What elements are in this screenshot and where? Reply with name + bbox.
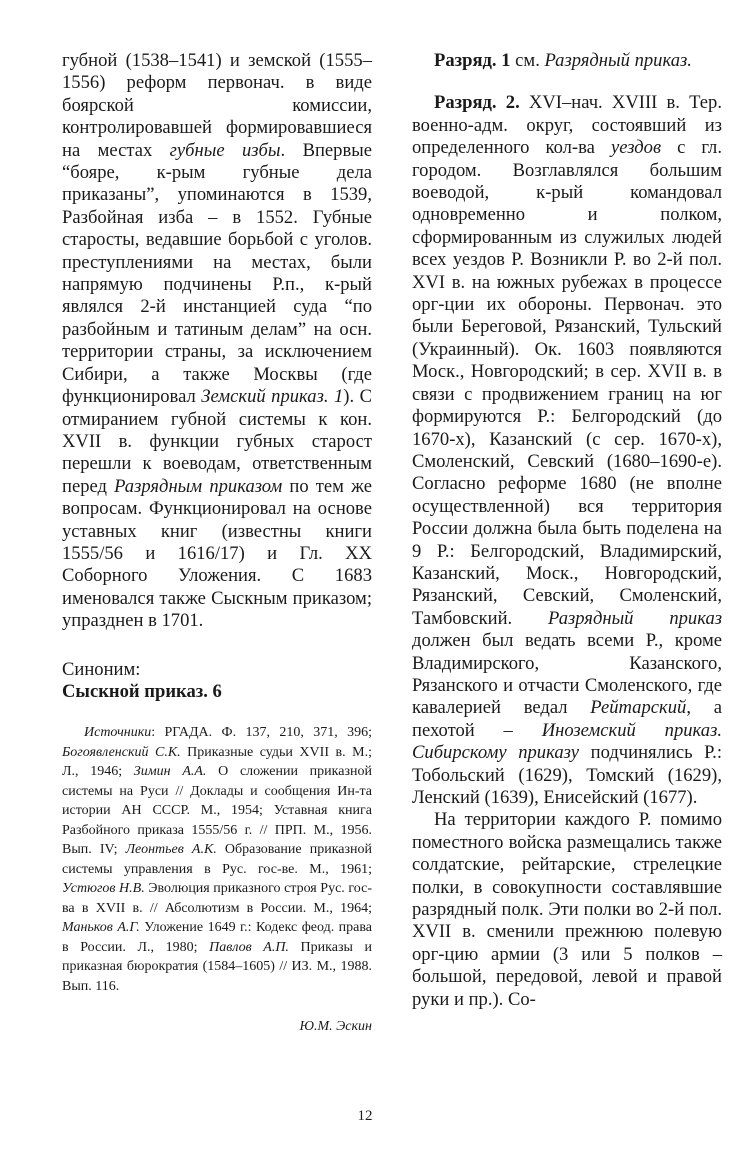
sources-list xyxy=(62,723,372,996)
text-segment: XVI–нач. XVIII в. Тер. военно-адм. округ, состоявший из определенного кол-ва xyxy=(412,92,722,159)
italic-reference: Устюгов Н.В. xyxy=(62,881,145,897)
entry-razryad-2-paragraph-2 xyxy=(412,809,722,1011)
left-column xyxy=(62,50,372,1039)
italic-reference: Павлов А.П. xyxy=(209,939,289,955)
entry-headword: Разряд. 2. xyxy=(434,92,520,114)
text-segment: ). С отмиранием губной системы к кон. XVII в. функции губных старост перешли к воеводам, ответственным перед xyxy=(62,386,373,497)
italic-reference: Разрядный приказ. xyxy=(544,50,692,71)
text-segment: : РГАДА. Ф. 137, 210, 371, 396; xyxy=(151,725,372,741)
text-segment: Образование приказной системы управления в Рус. гос-ве. М., 1961; xyxy=(62,842,373,877)
text-segment: На территории каждого Р. помимо поместного войска размещались также солдатские, рейтарские, стрелецкие полки, в совокупности составлявшие разрядный полк. Эти полки во 2-й пол. XVII в. сменили прежнюю полевую орг-цию армии (3 или 5 полков – большой, передовой, левой и правой руки и пр.). Со- xyxy=(412,809,722,1010)
text-segment: подчинялись Р.: Тобольский (1629), Томский (1629), Ленский (1639), Енисейский (1677). xyxy=(412,742,722,808)
text-segment: см. xyxy=(510,50,545,71)
italic-reference: Разрядный приказ xyxy=(548,607,722,629)
entry-razryad-2 xyxy=(412,92,722,809)
text-segment: Эволюция приказного строя Рус. гос-ва в XVII в. // Абсолютизм в России. М., 1964; xyxy=(62,881,372,916)
text-segment: по тем же вопросам. Функционировал на основе уставных книг (известны книги 1555/56 и 1616/17) и Гл. XX Соборного Уложения. С 1683 именовался также Сыскным приказом; упразднен в 1701. xyxy=(62,475,372,632)
page-number: 12 xyxy=(357,1108,373,1124)
italic-reference: губные избы xyxy=(169,139,281,161)
text-segment: с гл. городом. Возглавлялся большим воеводой, к-рый командовал одновременно и полком, сформированным из служилых людей всех уездов Р. Возникли Р. во 2-й пол. XVI в. на южных рубежах в процессе орг-ции их обороны. Первонач. это были Береговой, Рязанский, Тульский (Украинный). Ок. 1603 появляются Моск., Новгородский; в сер. XVII в. в связи с продвижением границ на юг формируются Р.: Белгородский (до 1670-х), Казанский (с сер. 1670-х), Смоленский, Севский (1680–1690-е). Согласно реформе 1680 (не вполне осуществленной) вся территория России должна была быть поделена на 9 Р.: Белгородский, Владимирский, Казанский, Моск., Новгородский, Рязанский, Севский, Смоленский, Тамбовский. xyxy=(412,137,722,629)
author-signature: Ю.М. Эскин xyxy=(299,1019,372,1035)
text-segment: Приказные судьи XVII в. М.; Л., 1946; xyxy=(62,744,372,780)
italic-reference: Источники xyxy=(84,725,152,741)
entry-headword: Разряд. 1 xyxy=(434,50,511,71)
italic-reference: Маньков А.Г. xyxy=(62,920,140,936)
italic-reference: Зимин А.А. xyxy=(133,764,207,780)
entry-razryad-1 xyxy=(412,50,722,72)
italic-reference: Иноземский приказ. Сибирскому приказу xyxy=(412,719,722,764)
italic-reference: Рейтарский xyxy=(590,697,687,719)
synonym-label: Синоним: xyxy=(62,658,141,680)
italic-reference: Земский приказ. 1 xyxy=(201,386,344,408)
italic-reference: уездов xyxy=(610,137,662,159)
text-segment: . Впервые “бояре, к-рым губные дела приказаны”, упоминаются в 1539, Разбойная изба – в 1552. Губные старосты, ведавшие борьбой с уголов. преступлениями на местах, были напрямую подчинены Р.п., к-рый являлся 2-й инстанцией суда “по разбойным и татиным делам” на осн. территории страны, за исключением Сибири, а также Москвы (где функционировал xyxy=(62,139,373,408)
right-column xyxy=(412,50,722,1011)
text-segment: Уложение 1649 г.: Кодекс феод. права в России. Л., 1980; xyxy=(62,920,373,955)
text-segment: О сложении приказной системы на Руси // Доклады и сообщения Ин-та истории АН СССР. М., 1954; Уставная книга Разбойного приказа 1555/56 г. // ПРП. М., 1956. Вып. IV; xyxy=(62,764,372,858)
italic-reference: Разрядным приказом xyxy=(114,475,283,497)
text-segment: , а пехотой – xyxy=(412,697,722,741)
italic-reference: Леонтьев А.К. xyxy=(125,842,217,858)
text-segment: Приказы и приказная бюрократия (1584–1605) // ИЗ. М., 1988. Вып. 116. xyxy=(62,939,372,994)
text-segment: должен был ведать всеми Р., кроме Владимирского, Казанского, Рязанского и отчасти Смоленского, где кавалерией ведал xyxy=(412,630,722,719)
synonym-term: Сыскной приказ. 6 xyxy=(62,680,222,702)
italic-reference: Богоявленский С.К. xyxy=(62,744,181,760)
text-segment: губной (1538–1541) и земской (1555–1556) реформ первонач. в виде боярской комиссии, контролировавшей формировавшиеся на местах xyxy=(62,50,372,161)
entry-text-continuation xyxy=(62,50,372,633)
